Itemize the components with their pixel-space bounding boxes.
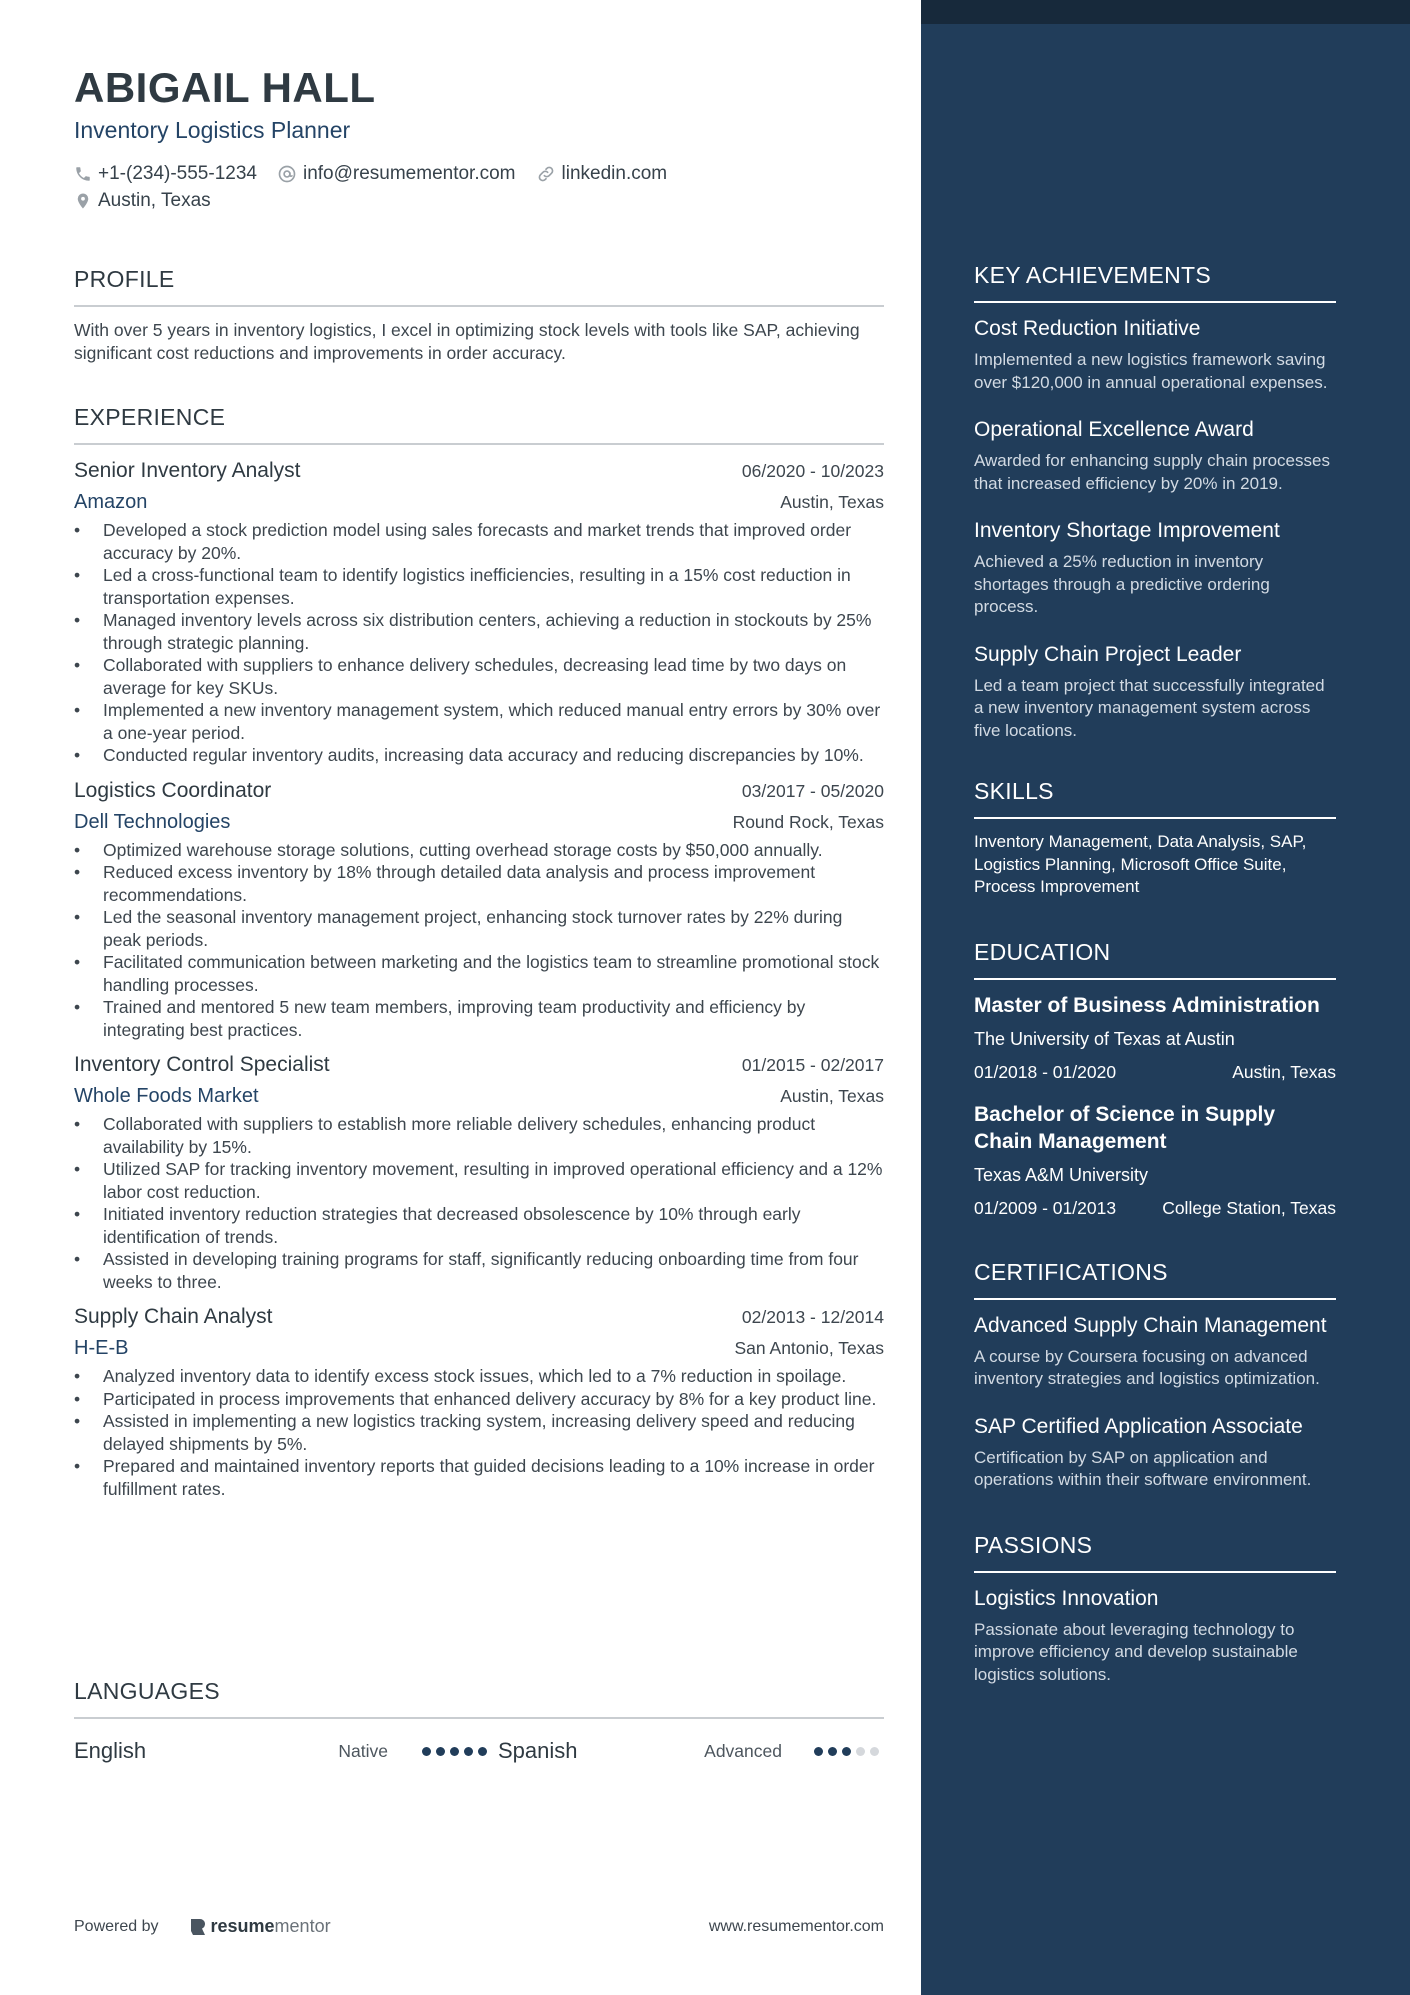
achievement-desc: Awarded for enhancing supply chain processes that increased efficiency by 20% in 2019. [974,451,1330,493]
job-entry [74,777,884,1042]
link-icon [536,164,556,184]
job-location: Austin, Texas [780,492,884,512]
rating-dot [842,1747,851,1756]
footer-website[interactable]: www.resumementor.com [708,1917,884,1935]
achievement-desc: Achieved a 25% reduction in inventory shortages through a predictive ordering process. [974,552,1270,616]
job-header [74,1303,884,1337]
language-level: Native [338,1740,388,1761]
job-header [74,777,884,811]
job-entry [74,1303,884,1500]
certification-item [974,1312,1336,1391]
languages-heading: LANGUAGES [74,1678,884,1719]
certification-item [974,1413,1336,1492]
job-company: Whole Foods Market [74,1085,259,1107]
job-dates: 01/2015 - 02/2017 [741,1055,884,1075]
language-list [74,1731,884,1771]
education-meta [974,1062,1336,1083]
language-rating [422,1747,492,1756]
rating-dot [450,1747,459,1756]
job-bullet: • Collaborated with suppliers to establish more reliable delivery schedules, enhancing product availability by 15%. [74,1113,884,1158]
achievement-title: Inventory Shortage Improvement [974,519,1280,542]
achievements-section [974,262,1336,742]
language-rating [814,1747,884,1756]
achievement-desc: Led a team project that successfully integrated a new inventory management system across five locations. [974,675,1325,740]
job-subheader [74,1337,884,1365]
job-bullet: • Prepared and maintained inventory reports that guided decisions leading to a 10% increase in order fulfillment rates. [74,1455,884,1500]
job-bullet: • Conducted regular inventory audits, increasing data accuracy and reducing discrepancies by 10%. [74,744,884,767]
education-location: Austin, Texas [1232,1061,1336,1082]
job-bullet: • Utilized SAP for tracking inventory movement, resulting in improved operational efficiency and a 12% labor cost reduction. [74,1158,884,1203]
location-text: Austin, Texas [98,189,211,211]
language-name: Spanish [498,1738,578,1763]
job-role: Logistics Coordinator [74,778,272,802]
job-bullet: • Reduced excess inventory by 18% through detailed data analysis and process improvement recommendations. [74,861,884,906]
certification-title: SAP Certified Application Associate [974,1414,1303,1438]
achievement-desc: Implemented a new logistics framework saving over $120,000 in annual operational expenses. [974,350,1328,392]
rating-dot [422,1747,431,1756]
job-bullet: • Analyzed inventory data to identify excess stock issues, which led to a 7% reduction in spoilage. [74,1365,884,1388]
job-bullet: • Optimized warehouse storage solutions, cutting overhead storage costs by $50,000 annually. [74,839,884,862]
job-location: San Antonio, Texas [734,1338,884,1358]
profile-text: With over 5 years in inventory logistics, I excel in optimizing stock levels with tools like SAP, achieving significant cost reductions and improvements in order accuracy. [74,320,860,363]
job-subheader [74,491,884,519]
education-list [974,992,1336,1219]
achievement-item [974,416,1336,495]
linkedin-text: linkedin.com [561,162,668,184]
rating-dot [856,1747,865,1756]
location-contact [74,190,211,212]
job-dates: 06/2020 - 10/2023 [741,461,884,481]
certification-title: Advanced Supply Chain Management [974,1313,1327,1337]
job-role: Supply Chain Analyst [74,1305,273,1328]
education-school: The University of Texas at Austin [974,1028,1235,1049]
certification-desc: Certification by SAP on application and operations within their software environment. [974,1447,1312,1489]
certification-list [974,1312,1336,1492]
education-meta [974,1198,1336,1219]
passion-desc: Passionate about leveraging technology to improve efficiency and develop sustainable logistics solutions. [974,1619,1298,1684]
certification-desc: A course by Coursera focusing on advanced inventory strategies and logistics optimization. [974,1346,1320,1388]
sidebar-top-bar [921,0,1410,24]
language-item [74,1738,498,1764]
achievement-title: Supply Chain Project Leader [974,642,1242,666]
certifications-section [974,1259,1336,1492]
education-dates: 01/2009 - 01/2013 [974,1197,1117,1218]
passions-heading: PASSIONS [974,1532,1336,1573]
at-icon [277,164,297,184]
job-bullet: • Facilitated communication between marketing and the logistics team to streamline promotional stock handling processes. [74,951,884,996]
passion-title: Logistics Innovation [974,1586,1159,1610]
job-entry [74,1051,884,1293]
passion-list [974,1585,1336,1687]
job-bullets [74,1113,884,1293]
job-bullets [74,1365,884,1500]
phone-contact[interactable] [74,163,257,185]
passion-item [974,1585,1336,1687]
job-bullet: • Implemented a new inventory management system, which reduced manual entry errors by 30% over a one-year period. [74,699,884,744]
rating-dot [464,1747,473,1756]
job-subheader [74,811,884,839]
job-list [74,457,884,1500]
job-bullet: • Participated in process improvements that enhanced delivery accuracy by 8% for a key product line. [74,1388,884,1411]
achievement-item [974,315,1336,394]
job-bullet: • Led a cross-functional team to identify logistics inefficiencies, resulting in a 15% cost reduction in transportation expenses. [74,564,884,609]
linkedin-contact[interactable] [536,163,668,185]
languages-section [74,1678,884,1771]
education-section [974,939,1336,1219]
education-degree: Bachelor of Science in Supply Chain Management [974,1102,1276,1153]
job-subheader [74,1085,884,1113]
job-entry [74,457,884,767]
job-bullet: • Trained and mentored 5 new team members, improving team productivity and efficiency by integrating best practices. [74,996,884,1041]
phone-icon [74,165,92,183]
job-bullets [74,519,884,767]
skills-heading: SKILLS [974,778,1336,819]
brand-light: mentor [274,1916,331,1936]
job-bullet: • Developed a stock prediction model using sales forecasts and market trends that improved order accuracy by 20%. [74,519,884,564]
skills-section [974,778,1336,899]
job-bullet: • Collaborated with suppliers to enhance delivery schedules, decreasing lead time by two days on average for key SKUs. [74,654,884,699]
powered-by [74,1916,331,1937]
achievement-title: Operational Excellence Award [974,418,1254,441]
brand-bold: resume [210,1916,275,1936]
phone-text: +1-(234)-555-1234 [98,162,257,184]
job-bullet: • Initiated inventory reduction strategies that decreased obsolescence by 10% through early identification of trends. [74,1203,884,1248]
job-company: H-E-B [74,1337,129,1359]
language-level: Advanced [704,1740,782,1761]
candidate-name: ABIGAIL HALL [74,64,376,111]
achievements-heading: KEY ACHIEVEMENTS [974,262,1336,303]
brand-logo[interactable] [189,1916,331,1937]
job-bullet: • Led the seasonal inventory management project, enhancing stock turnover rates by 22% during peak periods. [74,906,884,951]
rating-dot [478,1747,487,1756]
achievement-item [974,517,1336,619]
job-role: Inventory Control Specialist [74,1053,330,1076]
education-dates: 01/2018 - 01/2020 [974,1061,1117,1082]
rating-dot [870,1747,879,1756]
experience-heading: EXPERIENCE [74,404,884,445]
job-header [74,457,884,491]
rating-dot [436,1747,445,1756]
education-school: Texas A&M University [974,1164,1149,1185]
job-bullets [74,839,884,1042]
profile-section [74,266,884,365]
achievement-item [974,641,1336,743]
skills-text: Inventory Management, Data Analysis, SAP, Logistics Planning, Microsoft Office Suite, Process Improvement [974,832,1307,896]
passions-section [974,1532,1336,1687]
job-company: Amazon [74,491,148,513]
education-item [974,1101,1336,1219]
education-degree: Master of Business Administration [974,993,1320,1017]
job-location: Round Rock, Texas [732,811,884,832]
rating-dot [828,1747,837,1756]
job-header [74,1051,884,1085]
certifications-heading: CERTIFICATIONS [974,1259,1336,1300]
language-name: English [74,1738,147,1763]
rating-dot [814,1747,823,1756]
achievement-list [974,315,1336,742]
job-dates: 02/2013 - 12/2014 [741,1307,884,1327]
email-text: info@resumementor.com [302,162,516,184]
resumementor-logo-icon [189,1917,207,1937]
education-item [974,992,1336,1083]
education-heading: EDUCATION [974,939,1336,980]
experience-section [74,404,884,1510]
job-dates: 03/2017 - 05/2020 [741,780,884,801]
education-location: College Station, Texas [1162,1197,1336,1218]
sidebar [921,0,1410,1995]
language-item [498,1738,884,1764]
map-pin-icon [74,191,92,211]
job-company: Dell Technologies [74,810,231,833]
job-role: Senior Inventory Analyst [74,459,301,482]
sidebar-content [974,262,1336,1726]
profile-heading: PROFILE [74,266,884,307]
job-location: Austin, Texas [780,1086,884,1106]
footer [74,1916,884,1937]
job-bullet: • Assisted in implementing a new logistics tracking system, increasing delivery speed and reducing delayed shipments by 5%. [74,1410,884,1455]
job-bullet: • Managed inventory levels across six distribution centers, achieving a reduction in stockouts by 25% through strategic planning. [74,609,884,654]
job-title: Inventory Logistics Planner [74,117,351,143]
email-contact[interactable] [277,163,516,185]
job-bullet: • Assisted in developing training programs for staff, significantly reducing onboarding time from four weeks to three. [74,1248,884,1293]
powered-by-label: Powered by [74,1917,159,1935]
contact-info [74,160,687,214]
achievement-title: Cost Reduction Initiative [974,317,1201,340]
